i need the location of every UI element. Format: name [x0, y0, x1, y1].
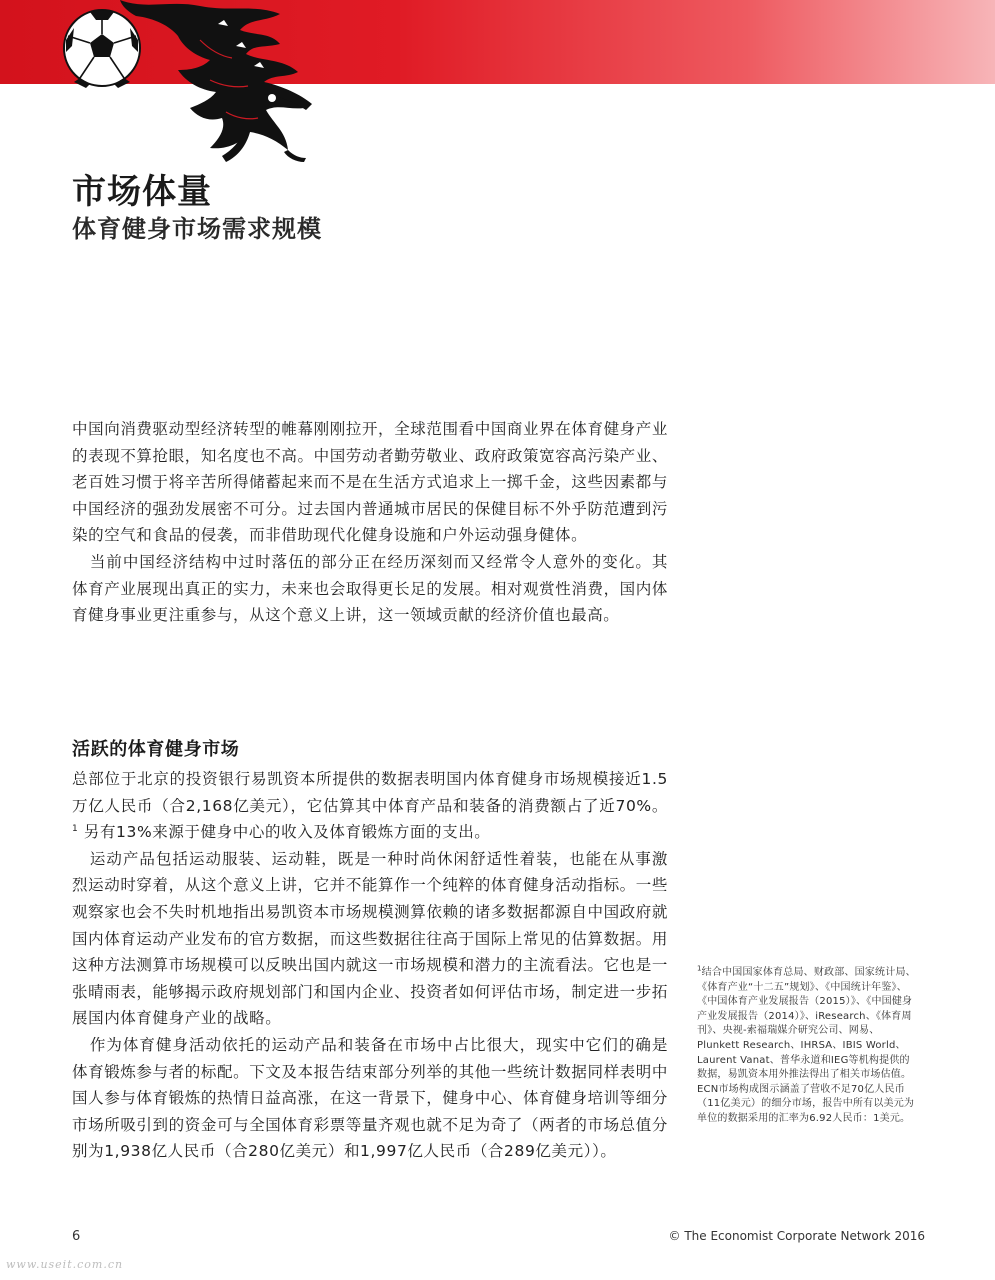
page-subtitle: 体育健身市场需求规模	[72, 215, 322, 243]
footnote-reference: 1	[72, 824, 79, 835]
page-title: 市场体量	[72, 172, 212, 212]
footnote-marker: 1	[697, 964, 702, 973]
paragraph-text: 总部位于北京的投资银行易凯资本所提供的数据表明国内体育健身市场规模接近1.5万亿人民币（合2,168亿美元），它估算其中体育产品和装备的消费额占了近70%。	[72, 770, 668, 815]
copyright-notice: © The Economist Corporate Network 2016	[668, 1229, 925, 1243]
footnote-text: 结合中国国家体育总局、财政部、国家统计局、《体育产业“十二五”规划》、《中国统计年鉴》、《中国体育产业发展报告（2015）》、《中国健身产业发展报告（2014）》、iResearch、《体育周刊》、央视-索福瑞媒介研究公司、网易、Plunkett Research、IHRSA、IBIS World、Laurent Vanat、普华永道和IEG等机构提供的数据，易凯资本用外推法得出了相关市场估值。ECN市场构成图示涵盖了营收不足70亿人民币（11亿美元）的细分市场，报告中所有以美元为单位的数据采用的汇率为6.92人民币：1美元。	[697, 967, 916, 1124]
intro-section	[72, 416, 668, 629]
body-paragraph: 作为体育健身活动依托的运动产品和装备在市场中占比很大，现实中它们的确是体育锻炼参与者的标配。下文及本报告结束部分列举的其他一些统计数据同样表明中国人参与体育锻炼的热情日益高涨，在这一背景下，健身中心、体育健身培训等细分市场所吸引到的资金可与全国体育彩票等量齐观也就不足为奇了（两者的市场总值分别为1,938亿人民币（合280亿美元）和1,997亿人民币（合289亿美元））。	[72, 1035, 668, 1161]
dragon-illustration	[50, 0, 350, 165]
market-section	[72, 736, 668, 1165]
watermark: www.useit.com.cn	[6, 1258, 124, 1271]
body-paragraph: 运动产品包括运动服装、运动鞋，既是一种时尚休闲舒适性着装，也能在从事激烈运动时穿着，从这个意义上讲，它并不能算作一个纯粹的体育健身活动指标。一些观察家也会不失时机地指出易凯资本市场规模测算依赖的诸多数据都源自中国政府就国内体育运动产业发布的官方数据，而这些数据往往高于国际上常见的估算数据。用这种方法测算市场规模可以反映出国内就这一市场规模和潜力的主流看法。它也是一张晴雨表，能够揭示政府规划部门和国内企业、投资者如何评估市场，制定进一步拓展国内体育健身产业的战略。	[72, 849, 668, 1028]
body-paragraph: 中国向消费驱动型经济转型的帷幕刚刚拉开，全球范围看中国商业界在体育健身产业的表现不算抢眼，知名度也不高。中国劳动者勤劳敬业、政府政策宽容高污染产业、老百姓习惯于将辛苦所得储蓄起来而不是在生活方式追求上一掷千金，这些因素都与中国经济的强劲发展密不可分。过去国内普通城市居民的保健目标不外乎防范遭到污染的空气和食品的侵袭，而非借助现代化健身设施和户外运动强身健体。	[72, 420, 668, 545]
body-paragraph: 当前中国经济结构中过时落伍的部分正在经历深刻而又经常令人意外的变化。其体育产业展现出真正的实力，未来也会取得更长足的发展。相对观赏性消费，国内体育健身事业更注重参与，从这个意义上讲，这一领域贡献的经济价值也最高。	[72, 552, 668, 625]
section-heading: 活跃的体育健身市场	[72, 739, 240, 760]
soccer-ball-icon	[64, 10, 140, 88]
paragraph-text: 另有13%来源于健身中心的收入及体育锻炼方面的支出。	[78, 823, 491, 842]
page-number: 6	[72, 1229, 81, 1244]
footnote	[697, 966, 919, 1127]
body-paragraph	[72, 766, 668, 846]
